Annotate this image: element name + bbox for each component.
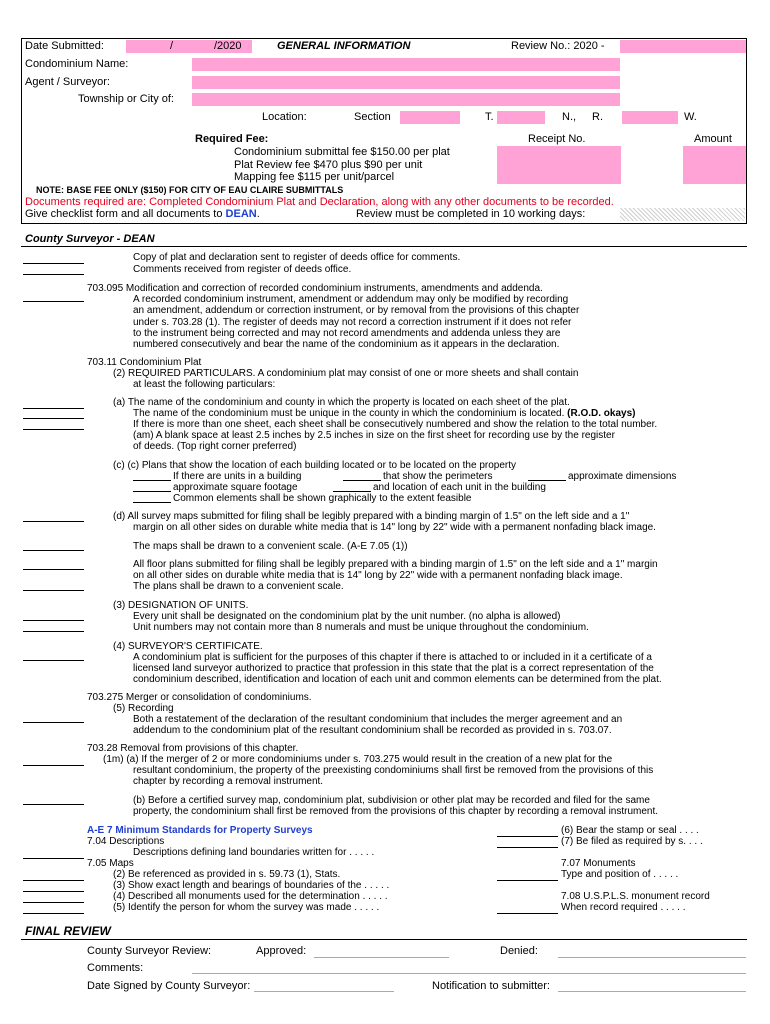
- text-line: 703.28 Removal from provisions of this chapter.: [87, 743, 299, 754]
- notification-field[interactable]: [558, 991, 746, 992]
- checkbox-line[interactable]: [23, 631, 84, 632]
- text-line: condominium described, identification and location of each unit and common elements can be determined from the plat.: [133, 674, 662, 685]
- agent-surveyor-label: Agent / Surveyor:: [25, 76, 110, 88]
- ae-line: Descriptions defining land boundaries written for . . . . .: [133, 847, 375, 858]
- text-line: (1m) (a) If the merger of 2 or more condominiums under s. 703.275 would result in the creation of a new plat for the: [103, 754, 613, 765]
- denied-label: Denied:: [500, 945, 538, 957]
- text-line: to the instrument being corrected and may not record amendments and addenda unless they are: [133, 328, 561, 339]
- approved-field[interactable]: [314, 957, 449, 958]
- county-review-label: County Surveyor Review:: [87, 945, 212, 957]
- checkbox-line[interactable]: [23, 620, 84, 621]
- amount-field-1[interactable]: [683, 146, 746, 159]
- checkbox-line[interactable]: [497, 836, 558, 837]
- n-label: N.,: [562, 111, 577, 123]
- checkbox-line[interactable]: [23, 858, 84, 859]
- checkbox-line[interactable]: [23, 765, 84, 766]
- date-submitted-label: Date Submitted:: [25, 40, 104, 52]
- give-checklist-text: Give checklist form and all documents to: [25, 208, 223, 220]
- receipt-no-field-3[interactable]: [497, 171, 621, 184]
- text-line: (c) (c) Plans that show the location of each building located or to be located on the property: [113, 460, 517, 471]
- text-line: that show the perimeters: [383, 471, 493, 482]
- blank-line[interactable]: [343, 480, 381, 481]
- text-line: property, the condominium shall first be removed from the provisions of this chapter by recording a removal instrument.: [133, 806, 659, 817]
- review-no-label: Review No.: 2020 -: [511, 40, 605, 52]
- checkbox-line[interactable]: [23, 891, 84, 892]
- checkbox-line[interactable]: [23, 429, 84, 430]
- text-line: (2) REQUIRED PARTICULARS. A condominium plat may consist of one or more sheets and shall contain: [113, 368, 579, 379]
- w-label: W.: [684, 111, 697, 123]
- text-line: (4) SURVEYOR'S CERTIFICATE.: [113, 641, 263, 652]
- date-year: /2020: [214, 40, 242, 52]
- text-line: an amendment, addendum or correction instrument, or by removal from the provisions of this chapter: [133, 305, 580, 316]
- text-line: on all other sides on durable white media that is 14" long by 22" wide with a permanent nonfading black image.: [133, 570, 623, 581]
- checkbox-line[interactable]: [23, 550, 84, 551]
- location-label: Location:: [262, 111, 307, 123]
- fee-line-1: Condominium submittal fee $150.00 per plat: [234, 146, 450, 158]
- text-line: of deeds. (Top right corner preferred): [133, 441, 297, 452]
- give-checklist: [25, 208, 260, 220]
- checkbox-line[interactable]: [497, 880, 558, 881]
- checkbox-line[interactable]: [23, 590, 84, 591]
- text-line: chapter by recording a removal instrument.: [133, 776, 324, 787]
- text-line: at least the following particulars:: [133, 379, 276, 390]
- blank-line[interactable]: [333, 491, 371, 492]
- township-field[interactable]: [192, 93, 620, 106]
- text-line: (b) Before a certified survey map, condominium plat, subdivision or other plat may be recorded and filed for the same: [133, 795, 650, 806]
- text-line: addendum to the condominium plat of the resultant condominium shall be recorded as provided in s. 703.07.: [133, 725, 612, 736]
- final-divider: [21, 939, 747, 940]
- blank-line[interactable]: [528, 480, 566, 481]
- checkbox-line[interactable]: [23, 880, 84, 881]
- township-label: Township or City of:: [78, 93, 174, 105]
- text-span: The name of the condominium must be unique in the county in which the condominium is located.: [133, 408, 565, 419]
- general-information-title: GENERAL INFORMATION: [277, 40, 411, 52]
- text-line: under s. 703.28 (1). The register of deeds may not record a correction instrument if it does not refer: [133, 317, 572, 328]
- ae-line: (5) Identify the person for whom the survey was made . . . . .: [113, 902, 380, 913]
- checkbox-line[interactable]: [23, 274, 84, 275]
- text-line: If there are units in a building: [173, 471, 302, 482]
- condominium-name-label: Condominium Name:: [25, 58, 129, 70]
- ae-line: When record required . . . . .: [561, 902, 686, 913]
- final-review-heading: FINAL REVIEW: [25, 924, 111, 938]
- review-days-field[interactable]: [620, 208, 745, 221]
- blank-line[interactable]: [133, 502, 171, 503]
- denied-field[interactable]: [558, 957, 746, 958]
- blank-line[interactable]: [133, 491, 171, 492]
- date-signed-label: Date Signed by County Surveyor:: [87, 980, 251, 992]
- checkbox-line[interactable]: [23, 722, 84, 723]
- r-label: R.: [592, 111, 603, 123]
- review-complete-label: Review must be completed in 10 working days:: [356, 208, 586, 220]
- date-slash: /: [170, 40, 174, 52]
- section-divider: [21, 246, 747, 247]
- text-line: numbered consecutively and bear the name of the condominium as it appears in the declaration.: [133, 339, 560, 350]
- receipt-no-label: Receipt No.: [528, 133, 586, 145]
- text-line: Every unit shall be designated on the condominium plat by the unit number. (no alpha is allowed): [133, 611, 561, 622]
- fee-line-2: Plat Review fee $470 plus $90 per unit: [234, 159, 423, 171]
- checkbox-line[interactable]: [497, 913, 558, 914]
- text-line: (am) A blank space at least 2.5 inches by 2.5 inches in size on the first sheet for recording use by the register: [133, 430, 615, 441]
- rod-okays: (R.O.D. okays): [567, 408, 636, 419]
- text-line: [133, 408, 636, 419]
- checkbox-line[interactable]: [23, 301, 84, 302]
- text-line: A condominium plat is sufficient for the purposes of this chapter if there is attached to or included in it a certificate of a: [133, 652, 652, 663]
- comments-label: Comments:: [87, 962, 144, 974]
- text-line: A recorded condominium instrument, amendment or addendum may only be modified by recording: [133, 294, 569, 305]
- ae-line: (2) Be referenced as provided in s. 59.73 (1), Stats.: [113, 869, 341, 880]
- text-line: margin on all other sides on durable white media that is 14" long by 22" wide with a permanent nonfading black image.: [133, 522, 656, 533]
- text-line: (3) DESIGNATION OF UNITS.: [113, 600, 249, 611]
- review-no-field[interactable]: [620, 40, 746, 53]
- checkbox-line[interactable]: [23, 418, 84, 419]
- text-line: (5) Recording: [113, 703, 174, 714]
- section-label: Section: [354, 111, 391, 123]
- fee-line-3: Mapping fee $115 per unit/parcel: [234, 171, 395, 183]
- ae-line: Type and position of . . . . .: [561, 869, 679, 880]
- text-line: 703.095 Modification and correction of recorded condominium instruments, amendments and addenda.: [87, 283, 543, 294]
- checkbox-line[interactable]: [23, 569, 84, 570]
- notification-label: Notification to submitter:: [432, 980, 550, 992]
- text-line: If there is more than one sheet, each sheet shall be consecutively numbered and show the relation to the total number.: [133, 419, 658, 430]
- amount-field-2[interactable]: [683, 159, 746, 171]
- dean-name: DEAN: [225, 208, 257, 220]
- receipt-no-field-2[interactable]: [497, 159, 621, 171]
- text-line: The plans shall be drawn to a convenient scale.: [133, 581, 344, 592]
- receipt-no-field-1[interactable]: [497, 146, 621, 159]
- checkbox-line[interactable]: [23, 408, 84, 409]
- township-t-field[interactable]: [497, 111, 545, 124]
- checkbox-line[interactable]: [23, 913, 84, 914]
- text-line: Common elements shall be shown graphically to the extent feasible: [173, 493, 472, 504]
- amount-label: Amount: [694, 133, 732, 145]
- checkbox-line[interactable]: [23, 660, 84, 661]
- ae-line: (6) Bear the stamp or seal . . . .: [561, 825, 699, 836]
- text-line: 703.275 Merger or consolidation of condominiums.: [87, 692, 312, 703]
- text-line: resultant condominium, the property of the preexisting condominiums shall first be removed from the provisions of this: [133, 765, 654, 776]
- blank-line[interactable]: [133, 480, 171, 481]
- ae-line: 7.07 Monuments: [561, 858, 636, 869]
- t-label: T.: [485, 111, 494, 123]
- ae-line: 7.04 Descriptions: [87, 836, 165, 847]
- range-r-field[interactable]: [622, 111, 678, 124]
- text-line: Comments received from register of deeds office.: [133, 264, 352, 275]
- ae-line: 7.08 U.S.P.L.S. monument record: [561, 891, 710, 902]
- text-line: All floor plans submitted for filing shall be legibly prepared with a binding margin of 1.5" on the left side and a 1" margin: [133, 559, 658, 570]
- date-signed-field[interactable]: [254, 991, 394, 992]
- checkbox-line[interactable]: [23, 263, 84, 264]
- text-line: (a) The name of the condominium and county in which the property is located on each sheet of the plat.: [113, 397, 570, 408]
- text-line: Both a restatement of the declaration of the resultant condominium that includes the merger agreement and an: [133, 714, 623, 725]
- text-line: The maps shall be drawn to a convenient scale. (A-E 7.05 (1)): [133, 541, 408, 552]
- documents-required: Documents required are: Completed Condominium Plat and Declaration, along with any other documents to be recorded.: [25, 196, 614, 208]
- ae-line: 7.05 Maps: [87, 858, 134, 869]
- ae-line: (4) Described all monuments used for the determination . . . . .: [113, 891, 388, 902]
- section-field[interactable]: [400, 111, 460, 124]
- checkbox-line[interactable]: [497, 847, 558, 848]
- text-line: Unit numbers may not contain more than 8 numerals and must be unique throughout the condominium.: [133, 622, 589, 633]
- text-line: approximate dimensions: [568, 471, 677, 482]
- checkbox-line[interactable]: [23, 804, 84, 805]
- approved-label: Approved:: [256, 945, 307, 957]
- checkbox-line[interactable]: [23, 902, 84, 903]
- text-line: (d) All survey maps submitted for filing shall be legibly prepared with a binding margin of 1.5" on the left side and a 1": [113, 511, 630, 522]
- ae-line: (3) Show exact length and bearings of boundaries of the . . . . .: [113, 880, 390, 891]
- period: .: [256, 208, 260, 220]
- text-line: 703.11 Condominium Plat: [87, 357, 202, 368]
- amount-field-3[interactable]: [683, 171, 746, 184]
- text-line: licensed land surveyor authorized to practice that profession in this state that the plat is a correct representation of the: [133, 663, 654, 674]
- county-surveyor-heading: County Surveyor - DEAN: [25, 233, 155, 245]
- ae7-heading: A-E 7 Minimum Standards for Property Surveys: [87, 825, 313, 836]
- text-line: approximate square footage: [173, 482, 298, 493]
- checkbox-line[interactable]: [23, 521, 84, 522]
- required-fee-label: Required Fee:: [195, 133, 269, 145]
- base-fee-note: NOTE: BASE FEE ONLY ($150) FOR CITY OF EAU CLAIRE SUBMITTALS: [36, 185, 344, 195]
- condominium-name-field[interactable]: [192, 58, 620, 71]
- text-line: Copy of plat and declaration sent to register of deeds office for comments.: [133, 252, 461, 263]
- agent-surveyor-field[interactable]: [192, 76, 620, 89]
- ae-line: (7) Be filed as required by s. . . .: [561, 836, 703, 847]
- text-line: and location of each unit in the building: [373, 482, 546, 493]
- comments-field[interactable]: [192, 973, 746, 974]
